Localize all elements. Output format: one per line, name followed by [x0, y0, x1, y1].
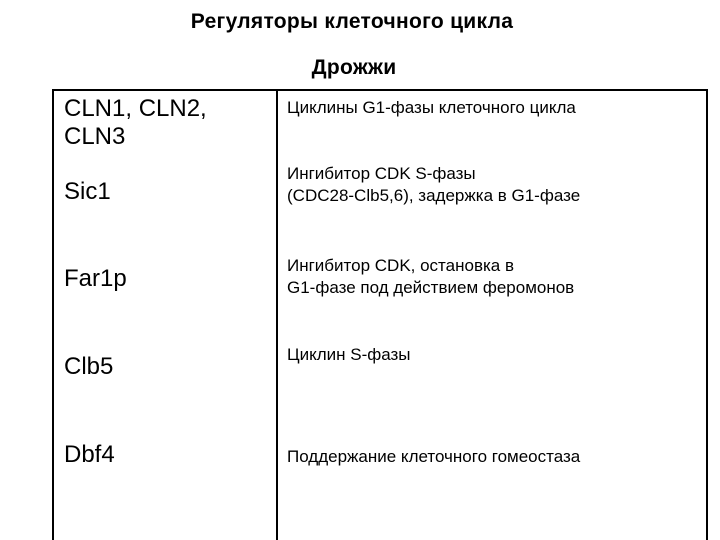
slide-title: Регуляторы клеточного цикла [190, 10, 514, 33]
function-line: Ингибитор CDK S-фазы [287, 164, 476, 183]
regulator-far1p [64, 265, 127, 293]
function-line: G1-фазе под действием феромонов [287, 278, 575, 297]
regulator-cln [64, 95, 207, 151]
function-line: Ингибитор CDK, остановка в [287, 256, 515, 275]
regulator-sic1 [64, 178, 111, 206]
function-sic1 [287, 163, 580, 207]
column-divider [276, 91, 278, 540]
function-dbf4 [287, 446, 580, 468]
function-cln [287, 97, 576, 119]
regulator-line: Sic1 [64, 178, 111, 205]
function-line: Циклины G1-фазы клеточного цикла [287, 98, 576, 117]
regulator-dbf4 [64, 441, 115, 469]
function-line: Поддержание клеточного гомеостаза [287, 447, 581, 466]
regulator-line: CLN1, CLN2, [64, 95, 207, 122]
function-far1p [287, 255, 574, 299]
regulator-line: CLN3 [64, 123, 126, 150]
slide-subtitle: Дрожжи [311, 56, 397, 79]
regulators-table [52, 89, 708, 540]
function-line: (CDC28-Clb5,6), задержка в G1-фазе [287, 186, 581, 205]
regulator-line: Far1p [64, 265, 127, 292]
regulator-line: Clb5 [64, 353, 114, 380]
function-clb5 [287, 344, 411, 366]
function-line: Циклин S-фазы [287, 345, 411, 364]
regulator-clb5 [64, 353, 113, 381]
regulator-line: Dbf4 [64, 441, 115, 468]
